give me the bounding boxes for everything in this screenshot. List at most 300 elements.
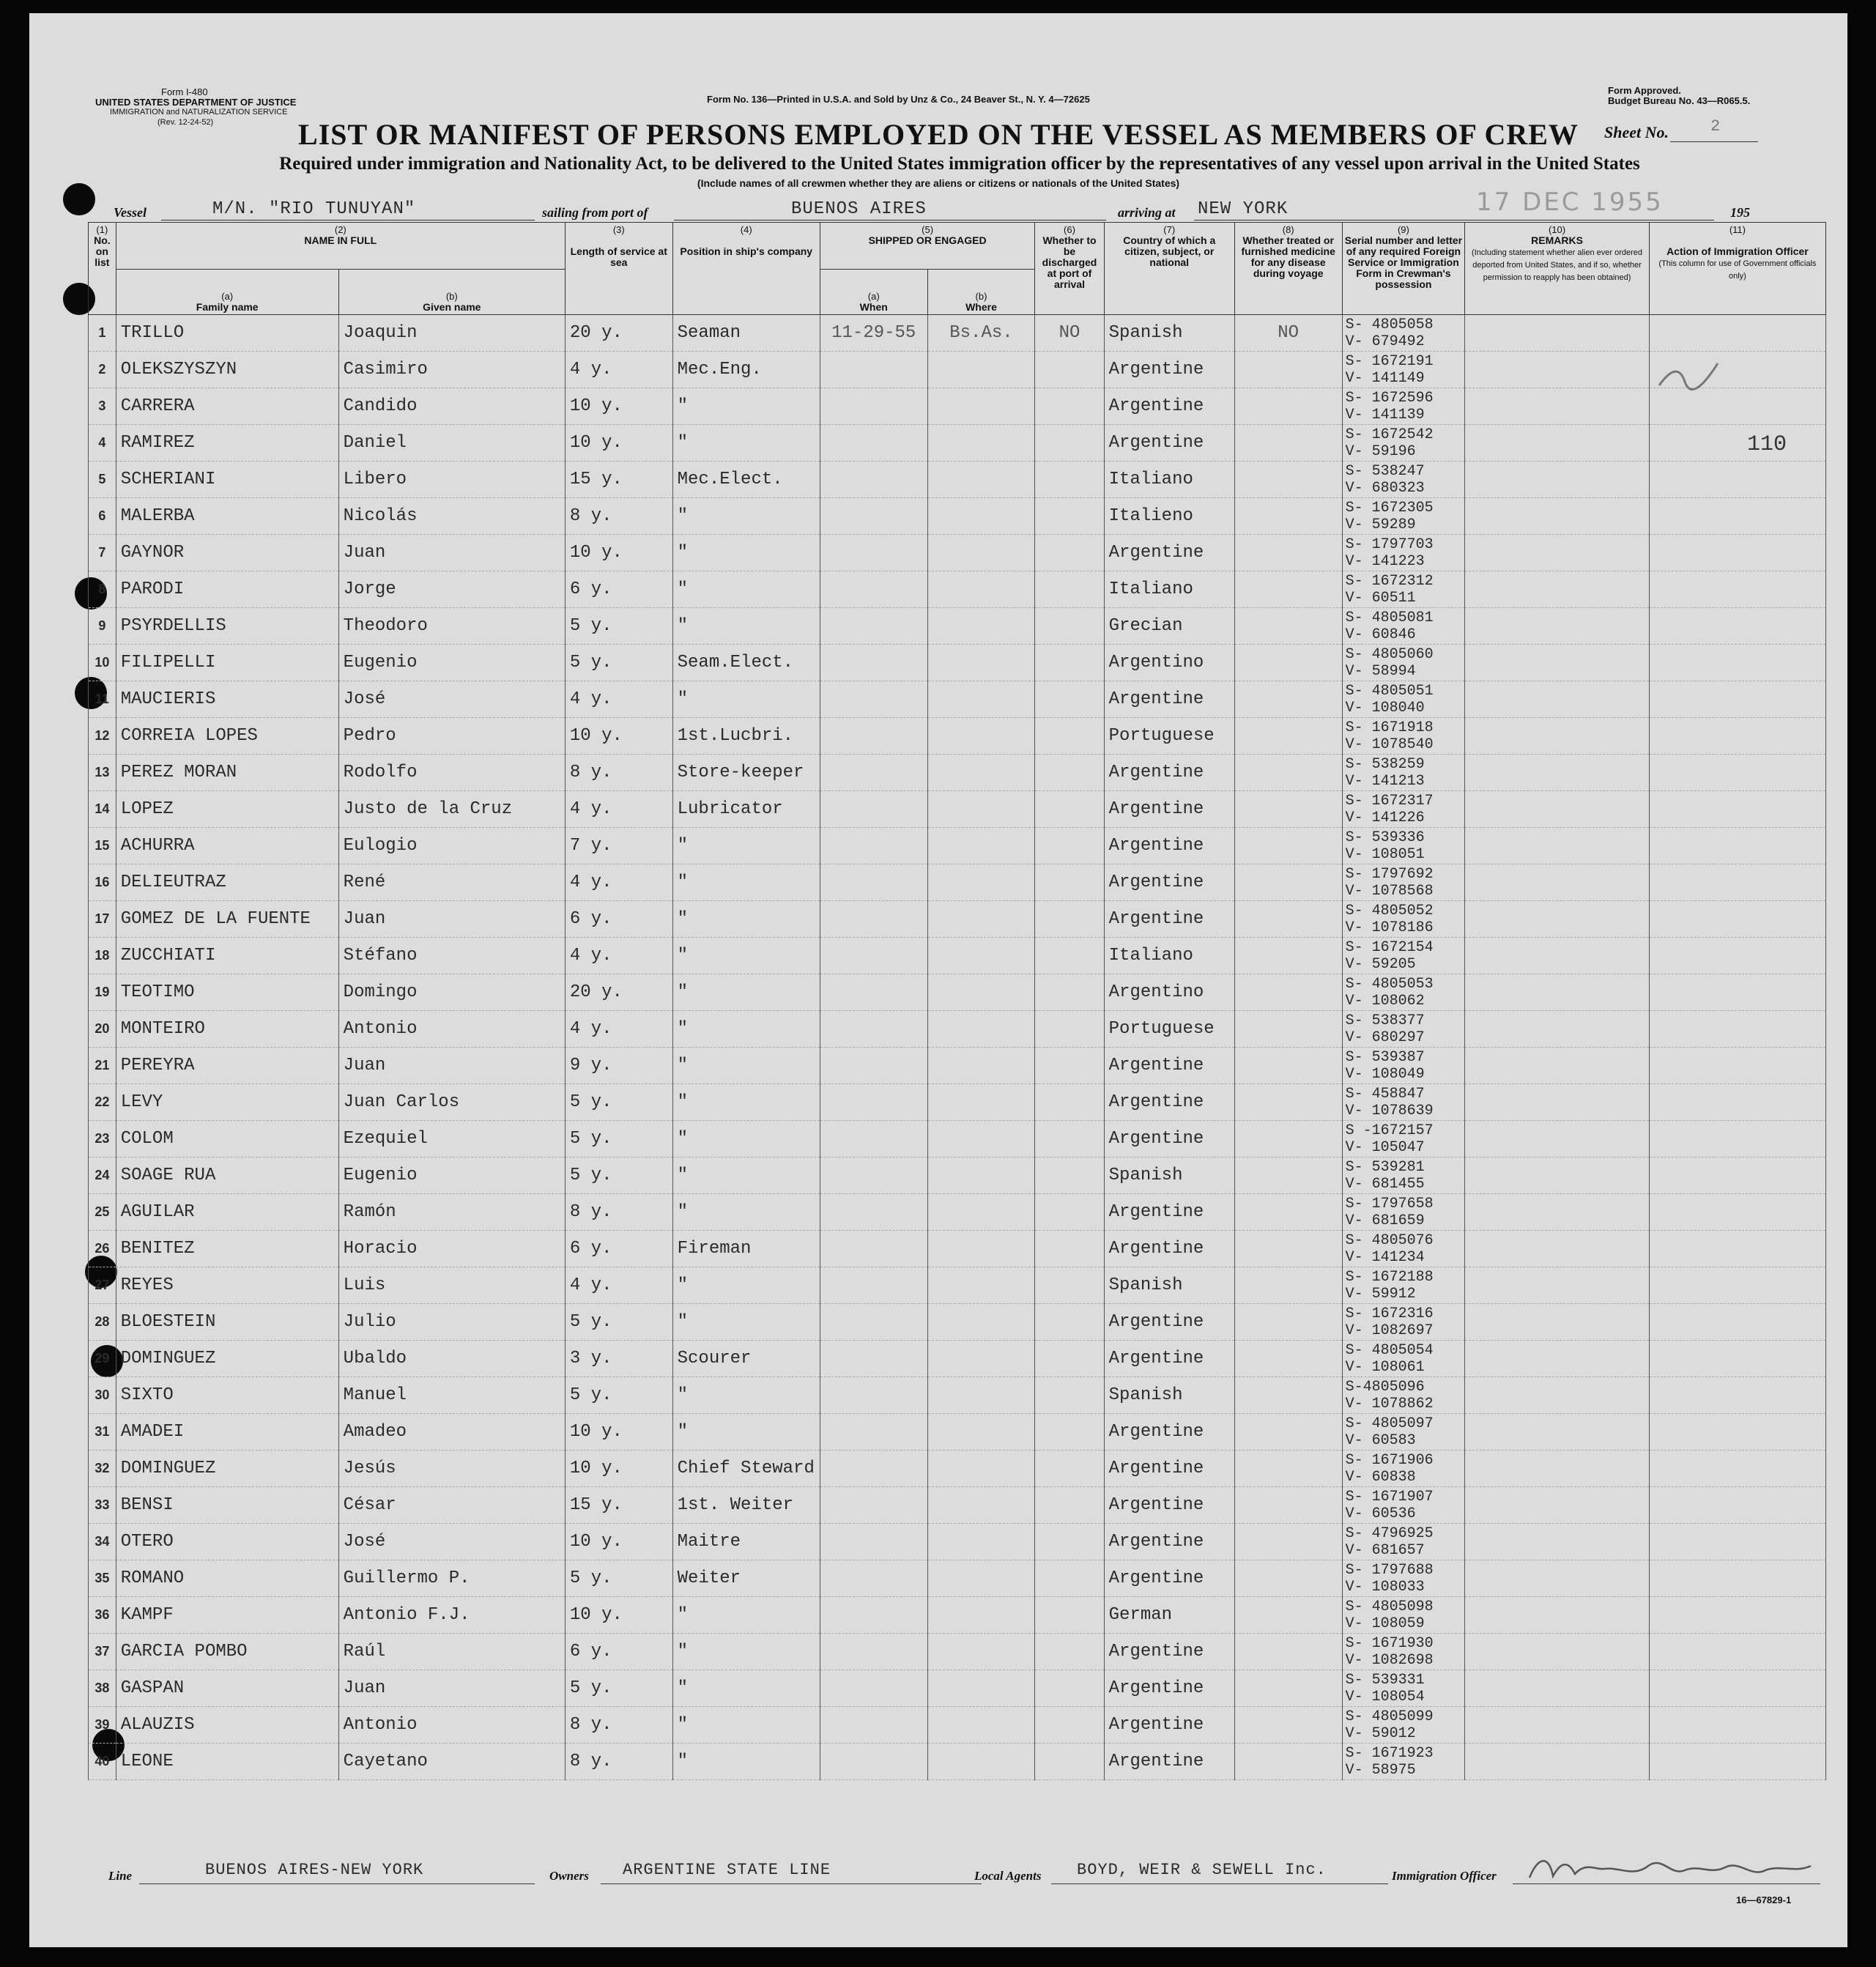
serial-s: S- 4805053: [1345, 975, 1434, 993]
serial-s: S- 4805099: [1345, 1708, 1434, 1725]
medicine-cell: [1234, 1084, 1342, 1121]
row-number-cell: 31: [89, 1414, 116, 1451]
discharge-at-port-cell: [1035, 1524, 1104, 1560]
shipped-when-cell: [820, 1414, 927, 1451]
given-name-cell: Theodoro: [338, 608, 565, 645]
family-name-cell: PARODI: [116, 571, 338, 608]
remarks-cell: [1465, 901, 1650, 938]
shipped-when-cell: [820, 718, 927, 755]
row-number-cell: 38: [89, 1670, 116, 1707]
serial-number-cell: [1342, 608, 1465, 645]
remarks-cell: [1465, 1157, 1650, 1194]
country-cell: Spanish: [1104, 1267, 1234, 1304]
serial-number-cell: [1342, 938, 1465, 974]
crew-row: [89, 1744, 1826, 1780]
given-name-cell: Amadeo: [338, 1414, 565, 1451]
medicine-cell: [1234, 1048, 1342, 1084]
given-name-cell: César: [338, 1487, 565, 1524]
crew-row: [89, 938, 1826, 974]
medicine-cell: [1234, 1560, 1342, 1597]
country-cell: Argentine: [1104, 1744, 1234, 1780]
shipped-when-cell: [820, 681, 927, 718]
printer-note: Form No. 136—Printed in U.S.A. and Sold by Unz & Co., 24 Beaver St., N. Y. 4—72625: [707, 94, 1090, 105]
col-family-header: (a) Family name: [116, 270, 338, 315]
length-of-service-cell: 8 y.: [565, 1744, 672, 1780]
include-note: (Include names of all crewmen whether they are aliens or citizens or nationals of the United States): [697, 177, 1180, 189]
shipped-where-cell: [927, 974, 1035, 1011]
serial-v: V- 108040: [1345, 699, 1425, 716]
serial-s: S- 1671906: [1345, 1451, 1434, 1469]
serial-number-cell: [1342, 1707, 1465, 1744]
shipped-when-cell: [820, 352, 927, 388]
col-remarks-header: (10) REMARKS (Including statement whether alien ever ordered deported from United States, and if so, whether permission to reapply has been obtained): [1465, 223, 1650, 315]
serial-number-cell: [1342, 1670, 1465, 1707]
shipped-where-cell: [927, 1707, 1035, 1744]
serial-number-cell: [1342, 1267, 1465, 1304]
row-number-cell: 35: [89, 1560, 116, 1597]
service: IMMIGRATION and NATURALIZATION SERVICE: [110, 108, 288, 116]
crew-rows: [89, 315, 1826, 1780]
serial-v: V- 141213: [1345, 772, 1425, 790]
crew-row: [89, 1634, 1826, 1670]
crew-row: [89, 571, 1826, 608]
crew-row: [89, 352, 1826, 388]
serial-s: S- 4805098: [1345, 1598, 1434, 1615]
officer-action-cell: [1649, 462, 1825, 498]
crew-row: [89, 498, 1826, 535]
length-of-service-cell: 10 y.: [565, 1451, 672, 1487]
sheet-label: Sheet No.: [1604, 123, 1669, 141]
shipped-when-cell: [820, 1231, 927, 1267]
family-name-cell: AGUILAR: [116, 1194, 338, 1231]
country-cell: Argentine: [1104, 1670, 1234, 1707]
discharge-at-port-cell: NO: [1035, 315, 1104, 352]
serial-number-cell: [1342, 1451, 1465, 1487]
remarks-cell: [1465, 1231, 1650, 1267]
row-number-cell: 2: [89, 352, 116, 388]
discharge-at-port-cell: [1035, 938, 1104, 974]
medicine-cell: [1234, 755, 1342, 791]
medicine-cell: [1234, 1670, 1342, 1707]
officer-action-cell: [1649, 1597, 1825, 1634]
country-cell: Argentino: [1104, 645, 1234, 681]
officer-check-mark: [1656, 356, 1721, 393]
remarks-cell: [1465, 1414, 1650, 1451]
officer-action-cell: [1649, 1121, 1825, 1157]
shipped-when-cell: [820, 974, 927, 1011]
country-cell: Italiano: [1104, 938, 1234, 974]
family-name-cell: LOPEZ: [116, 791, 338, 828]
country-cell: Argentine: [1104, 425, 1234, 462]
serial-s: S- 4805054: [1345, 1341, 1434, 1359]
family-name-cell: ROMANO: [116, 1560, 338, 1597]
length-of-service-cell: 10 y.: [565, 425, 672, 462]
row-number-cell: 8: [89, 571, 116, 608]
serial-s: S- 1797688: [1345, 1561, 1434, 1579]
serial-number-cell: [1342, 1157, 1465, 1194]
length-of-service-cell: 10 y.: [565, 1597, 672, 1634]
remarks-cell: [1465, 1670, 1650, 1707]
discharge-at-port-cell: [1035, 1084, 1104, 1121]
medicine-cell: [1234, 388, 1342, 425]
discharge-at-port-cell: [1035, 1048, 1104, 1084]
medicine-cell: [1234, 462, 1342, 498]
discharge-at-port-cell: [1035, 681, 1104, 718]
serial-v: V- 680297: [1345, 1029, 1425, 1046]
shipped-when-cell: [820, 1157, 927, 1194]
officer-action-cell: [1649, 388, 1825, 425]
given-name-cell: Ramón: [338, 1194, 565, 1231]
remarks-cell: [1465, 352, 1650, 388]
officer-action-cell: [1649, 791, 1825, 828]
length-of-service-cell: 9 y.: [565, 1048, 672, 1084]
position-cell: ": [672, 1267, 820, 1304]
serial-v: V- 108033: [1345, 1578, 1425, 1596]
form-approved: Form Approved.: [1608, 85, 1681, 96]
medicine-cell: [1234, 1121, 1342, 1157]
serial-s: S- 1672317: [1345, 792, 1434, 810]
row-number-cell: 32: [89, 1451, 116, 1487]
shipped-where-cell: Bs.As.: [927, 315, 1035, 352]
position-cell: Mec.Eng.: [672, 352, 820, 388]
given-name-cell: Stéfano: [338, 938, 565, 974]
remarks-cell: [1465, 608, 1650, 645]
crew-row: [89, 1121, 1826, 1157]
crew-row: [89, 1011, 1826, 1048]
row-number-cell: 30: [89, 1377, 116, 1414]
officer-action-cell: [1649, 1231, 1825, 1267]
remarks-cell: [1465, 498, 1650, 535]
family-name-cell: DOMINGUEZ: [116, 1341, 338, 1377]
serial-v: V- 1078639: [1345, 1102, 1434, 1119]
serial-number-cell: [1342, 1597, 1465, 1634]
given-name-cell: Antonio: [338, 1011, 565, 1048]
shipped-when-cell: [820, 1597, 927, 1634]
officer-action-cell: [1649, 645, 1825, 681]
serial-number-cell: [1342, 425, 1465, 462]
agents-label: Local Agents: [974, 1869, 1042, 1883]
serial-s: S- 1672188: [1345, 1268, 1434, 1286]
medicine-cell: [1234, 791, 1342, 828]
serial-s: S- 539387: [1345, 1048, 1425, 1066]
serial-s: S- 1672312: [1345, 572, 1434, 590]
position-cell: ": [672, 425, 820, 462]
officer-action-cell: [1649, 1011, 1825, 1048]
given-name-cell: Horacio: [338, 1231, 565, 1267]
position-cell: ": [672, 681, 820, 718]
given-name-cell: Juan: [338, 1048, 565, 1084]
given-name-cell: Cayetano: [338, 1744, 565, 1780]
shipped-where-cell: [927, 938, 1035, 974]
given-name-cell: Antonio: [338, 1707, 565, 1744]
discharge-at-port-cell: [1035, 1121, 1104, 1157]
col-serial-header: (9) Serial number and letter of any required Foreign Service or Immigration Form in Crewman's possession: [1342, 223, 1465, 315]
given-name-cell: Guillermo P.: [338, 1560, 565, 1597]
position-cell: Seam.Elect.: [672, 645, 820, 681]
length-of-service-cell: 15 y.: [565, 1487, 672, 1524]
serial-v: V- 108062: [1345, 992, 1425, 1010]
col-shipped-header: (5) SHIPPED OR ENGAGED: [820, 223, 1034, 270]
officer-action-cell: [1649, 681, 1825, 718]
serial-s: S- 4805058: [1345, 316, 1434, 333]
family-name-cell: REYES: [116, 1267, 338, 1304]
shipped-where-cell: [927, 498, 1035, 535]
given-name-cell: Jesús: [338, 1451, 565, 1487]
medicine-cell: [1234, 571, 1342, 608]
shipped-when-cell: [820, 1670, 927, 1707]
col-given-header: (b) Given name: [338, 270, 565, 315]
given-name-cell: Antonio F.J.: [338, 1597, 565, 1634]
country-cell: Argentine: [1104, 864, 1234, 901]
position-cell: ": [672, 974, 820, 1011]
crew-row: [89, 974, 1826, 1011]
given-name-cell: Daniel: [338, 425, 565, 462]
medicine-cell: [1234, 1157, 1342, 1194]
shipped-where-cell: [927, 1084, 1035, 1121]
position-cell: ": [672, 1157, 820, 1194]
length-of-service-cell: 8 y.: [565, 498, 672, 535]
shipped-when-cell: [820, 1487, 927, 1524]
row-number-cell: 39: [89, 1707, 116, 1744]
shipped-when-cell: [820, 1267, 927, 1304]
crew-row: [89, 1487, 1826, 1524]
col-discharge-header: (6) Whether to be discharged at port of arrival: [1035, 223, 1104, 315]
length-of-service-cell: 5 y.: [565, 1157, 672, 1194]
shipped-where-cell: [927, 1304, 1035, 1341]
shipped-when-cell: 11-29-55: [820, 315, 927, 352]
given-name-cell: Eulogio: [338, 828, 565, 864]
serial-s: S- 1797703: [1345, 536, 1434, 553]
serial-v: V- 108051: [1345, 845, 1425, 863]
serial-v: V- 1078186: [1345, 919, 1434, 936]
serial-s: S- 4796925: [1345, 1525, 1434, 1542]
officer-signature: [1524, 1848, 1817, 1889]
serial-number-cell: [1342, 388, 1465, 425]
given-name-cell: Justo de la Cruz: [338, 791, 565, 828]
family-name-cell: GASPAN: [116, 1670, 338, 1707]
remarks-cell: [1465, 974, 1650, 1011]
row-number-cell: 12: [89, 718, 116, 755]
given-name-cell: Juan: [338, 535, 565, 571]
shipped-where-cell: [927, 1048, 1035, 1084]
remarks-cell: [1465, 535, 1650, 571]
shipped-when-cell: [820, 1341, 927, 1377]
officer-action-cell: [1649, 718, 1825, 755]
officer-action-cell: [1649, 1157, 1825, 1194]
crew-row: [89, 1048, 1826, 1084]
serial-number-cell: [1342, 1194, 1465, 1231]
officer-action-cell: [1649, 1707, 1825, 1744]
medicine-cell: [1234, 1377, 1342, 1414]
serial-v: V- 59912: [1345, 1285, 1416, 1303]
country-cell: Argentine: [1104, 388, 1234, 425]
arriving-underline: [1194, 220, 1714, 221]
length-of-service-cell: 5 y.: [565, 608, 672, 645]
country-cell: Argentine: [1104, 1451, 1234, 1487]
position-cell: ": [672, 1048, 820, 1084]
shipped-when-cell: [820, 571, 927, 608]
shipped-when-cell: [820, 864, 927, 901]
officer-action-cell: [1649, 1267, 1825, 1304]
shipped-when-cell: [820, 1048, 927, 1084]
given-name-cell: Manuel: [338, 1377, 565, 1414]
medicine-cell: [1234, 1194, 1342, 1231]
length-of-service-cell: 6 y.: [565, 1634, 672, 1670]
serial-s: S- 4805076: [1345, 1231, 1434, 1249]
department: UNITED STATES DEPARTMENT OF JUSTICE: [95, 97, 297, 108]
row-number-cell: 22: [89, 1084, 116, 1121]
serial-number-cell: [1342, 974, 1465, 1011]
given-name-cell: Eugenio: [338, 1157, 565, 1194]
serial-number-cell: [1342, 352, 1465, 388]
serial-v: V- 1078540: [1345, 736, 1434, 753]
officer-action-cell: [1649, 498, 1825, 535]
officer-action-cell: [1649, 1304, 1825, 1341]
serial-v: V- 59289: [1345, 516, 1416, 533]
form-id: Form I-480: [161, 86, 208, 97]
discharge-at-port-cell: [1035, 1267, 1104, 1304]
officer-action-cell: [1649, 1524, 1825, 1560]
shipped-when-cell: [820, 1524, 927, 1560]
medicine-cell: [1234, 1597, 1342, 1634]
family-name-cell: CORREIA LOPES: [116, 718, 338, 755]
crew-row: [89, 1194, 1826, 1231]
shipped-when-cell: [820, 462, 927, 498]
shipped-when-cell: [820, 1084, 927, 1121]
serial-v: V- 58975: [1345, 1761, 1416, 1779]
family-name-cell: GARCIA POMBO: [116, 1634, 338, 1670]
position-cell: ": [672, 864, 820, 901]
discharge-at-port-cell: [1035, 1304, 1104, 1341]
serial-number-cell: [1342, 1744, 1465, 1780]
form-code: 16—67829-1: [1736, 1894, 1792, 1905]
agents-underline: [1051, 1883, 1388, 1884]
crew-row: [89, 1267, 1826, 1304]
serial-s: S- 4805097: [1345, 1415, 1434, 1432]
discharge-at-port-cell: [1035, 1487, 1104, 1524]
discharge-at-port-cell: [1035, 828, 1104, 864]
discharge-at-port-cell: [1035, 462, 1104, 498]
officer-action-cell: [1649, 425, 1825, 462]
shipped-where-cell: [927, 608, 1035, 645]
shipped-where-cell: [927, 1194, 1035, 1231]
medicine-cell: [1234, 1304, 1342, 1341]
length-of-service-cell: 7 y.: [565, 828, 672, 864]
serial-v: V- 59012: [1345, 1725, 1416, 1742]
shipped-where-cell: [927, 1744, 1035, 1780]
country-cell: Argentine: [1104, 828, 1234, 864]
remarks-cell: [1465, 1048, 1650, 1084]
discharge-at-port-cell: [1035, 388, 1104, 425]
serial-number-cell: [1342, 791, 1465, 828]
shipped-where-cell: [927, 388, 1035, 425]
country-cell: Argentine: [1104, 535, 1234, 571]
given-name-cell: Ezequiel: [338, 1121, 565, 1157]
discharge-at-port-cell: [1035, 1231, 1104, 1267]
given-name-cell: José: [338, 681, 565, 718]
country-cell: Argentino: [1104, 974, 1234, 1011]
serial-s: S- 1672154: [1345, 938, 1434, 956]
medicine-cell: [1234, 901, 1342, 938]
crew-table: [88, 222, 1826, 1780]
crew-row: [89, 901, 1826, 938]
row-number-cell: 14: [89, 791, 116, 828]
remarks-cell: [1465, 791, 1650, 828]
remarks-cell: [1465, 388, 1650, 425]
officer-action-cell: [1649, 1341, 1825, 1377]
shipped-when-cell: [820, 1560, 927, 1597]
shipped-where-cell: [927, 1634, 1035, 1670]
col-action-header: (11) Action of Immigration Officer (This column for use of Government officials only): [1649, 223, 1825, 315]
medicine-cell: [1234, 974, 1342, 1011]
shipped-when-cell: [820, 1634, 927, 1670]
remarks-cell: [1465, 1194, 1650, 1231]
owners-label: Owners: [549, 1869, 589, 1883]
country-cell: Argentine: [1104, 1304, 1234, 1341]
revision: (Rev. 12-24-52): [157, 118, 214, 127]
shipped-when-cell: [820, 1451, 927, 1487]
serial-number-cell: [1342, 315, 1465, 352]
shipped-where-cell: [927, 645, 1035, 681]
remarks-cell: [1465, 1341, 1650, 1377]
medicine-cell: [1234, 1524, 1342, 1560]
length-of-service-cell: 8 y.: [565, 755, 672, 791]
length-of-service-cell: 5 y.: [565, 1377, 672, 1414]
country-cell: Argentine: [1104, 1524, 1234, 1560]
medicine-cell: [1234, 681, 1342, 718]
position-cell: ": [672, 571, 820, 608]
row-number-cell: 9: [89, 608, 116, 645]
shipped-where-cell: [927, 901, 1035, 938]
remarks-cell: [1465, 1634, 1650, 1670]
remarks-cell: [1465, 864, 1650, 901]
serial-v: V- 681659: [1345, 1212, 1425, 1229]
serial-s: S- 539331: [1345, 1671, 1425, 1689]
position-cell: ": [672, 1414, 820, 1451]
serial-s: S- 1672191: [1345, 352, 1434, 370]
discharge-at-port-cell: [1035, 718, 1104, 755]
given-name-cell: Juan: [338, 1670, 565, 1707]
crew-row: [89, 864, 1826, 901]
row-number-cell: 10: [89, 645, 116, 681]
position-cell: ": [672, 1744, 820, 1780]
serial-v: V- 141226: [1345, 809, 1425, 826]
family-name-cell: GOMEZ DE LA FUENTE: [116, 901, 338, 938]
discharge-at-port-cell: [1035, 1194, 1104, 1231]
discharge-at-port-cell: [1035, 1670, 1104, 1707]
medicine-cell: [1234, 1231, 1342, 1267]
manifest-page: [29, 13, 1847, 1947]
col-position-header: (4) Position in ship's company: [672, 223, 820, 315]
serial-v: V- 681455: [1345, 1175, 1425, 1193]
row-number-cell: 37: [89, 1634, 116, 1670]
remarks-cell: [1465, 938, 1650, 974]
shipped-when-cell: [820, 645, 927, 681]
position-cell: Scourer: [672, 1341, 820, 1377]
serial-number-cell: [1342, 1011, 1465, 1048]
length-of-service-cell: 6 y.: [565, 1231, 672, 1267]
family-name-cell: PSYRDELLIS: [116, 608, 338, 645]
position-cell: ": [672, 1011, 820, 1048]
row-number-cell: 27: [89, 1267, 116, 1304]
shipped-where-cell: [927, 1011, 1035, 1048]
length-of-service-cell: 10 y.: [565, 1524, 672, 1560]
shipped-where-cell: [927, 1524, 1035, 1560]
serial-number-cell: [1342, 1560, 1465, 1597]
page-title: LIST OR MANIFEST OF PERSONS EMPLOYED ON THE VESSEL AS MEMBERS OF CREW: [298, 118, 1579, 151]
serial-number-cell: [1342, 1414, 1465, 1451]
serial-number-cell: [1342, 1377, 1465, 1414]
